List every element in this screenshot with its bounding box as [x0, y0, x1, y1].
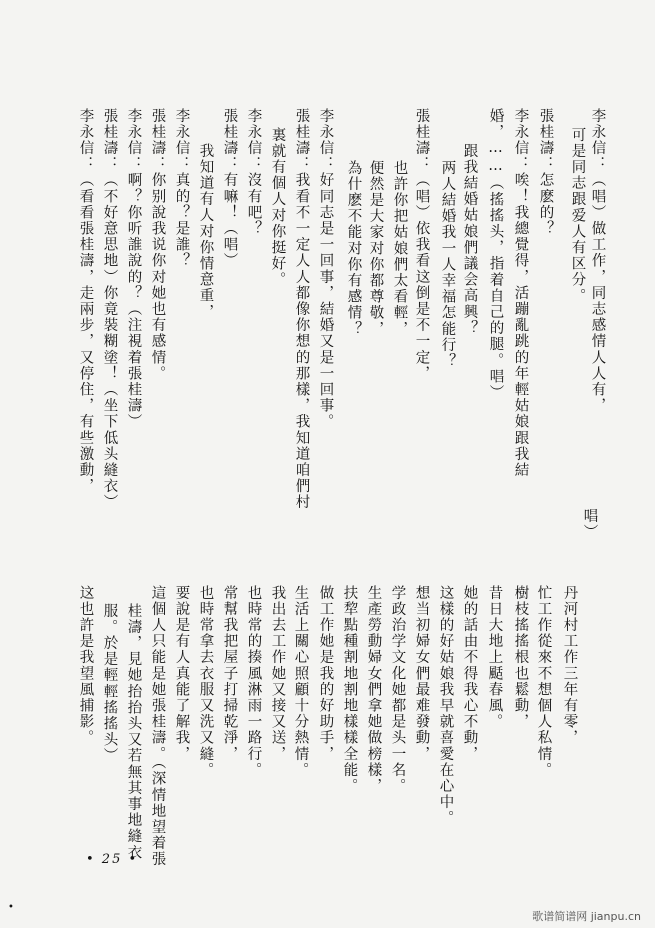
text-column-bottom-14: 也時常的揍風淋雨一路行。: [245, 585, 262, 779]
text-column-top-4: 李永信：唉！我總覺得，活蹦亂跳的年輕姑娘跟我結: [512, 108, 529, 479]
text-column-bottom-7: 想当初婦女們最难發動，: [413, 585, 430, 763]
text-column-top-16: 張桂濤：有嘛！（唱）: [221, 108, 238, 269]
text-column-bottom-2: 忙工作從來不想個人私情。: [535, 585, 552, 779]
text-column-top-12: 李永信：好同志是一回事，結婚又是一回事。: [317, 108, 334, 430]
text-column-bottom-12: 生活上關心照顧十分熱情。: [292, 585, 309, 779]
text-column-bottom-5: 她的話由不得我心不動，: [461, 585, 478, 763]
text-column-top-11: 為什麽不能对你有感情？: [345, 160, 362, 338]
text-column-bottom-8: 学政治学文化她都是头一名。: [389, 585, 406, 795]
text-column-top-6: 跟我結婚姑娘們議会高興？: [461, 143, 478, 337]
text-column-top-7: 两人結婚我一人幸福怎能行？: [439, 160, 456, 370]
text-column-top-3: 張桂濤：怎麽的？: [537, 108, 554, 237]
text-column-top-17: 我知道有人对你情意重，: [197, 143, 214, 321]
text-column-bottom-6: 这樣的好姑娘我早就喜愛在心中。: [437, 585, 454, 827]
text-column-top-13: 張桂濤：我看不一定人人都像你想的那樣，我知道咱們村: [293, 108, 310, 511]
text-column-top-1: 李永信：（唱）做工作，同志感情人人有，: [589, 108, 606, 414]
text-column-top-10: 便然是大家对你都尊敬，: [367, 160, 384, 338]
text-column-bottom-18: 這個人只能是她張桂濤。（深情地望着張: [149, 585, 166, 868]
text-column-bottom-13: 我出去工作她又接又送，: [269, 585, 286, 763]
watermark: 歌谱简谱网 jianpu.cn: [532, 910, 641, 923]
text-column-bottom-15: 常幫我把屋子打掃乾淨，: [221, 585, 238, 763]
text-column-top-8: 張桂濤：（唱）依我看这倒是不一定，: [413, 108, 430, 382]
text-column-bottom-19: 桂濤，見她抬抬头又若無其事地縫衣: [125, 603, 142, 861]
text-column-top-22: 李永信：（看看張桂濤，走兩步，又停住，有些激動，: [77, 108, 94, 495]
text-column-top-5: 婚，……（搖搖头，指着自己的腿。唱）: [487, 108, 504, 401]
text-column-bottom-20: 服。於是輕輕搖搖头）: [101, 603, 118, 764]
corner-mark: •: [8, 902, 14, 913]
text-column-top-2: 可是同志跟爱人有区分。: [569, 127, 586, 305]
text-column-bottom-3: 樹枝搖搖根也鬆動，: [512, 585, 529, 730]
text-column-bottom-21: 这也許是我望風捕影。: [77, 585, 94, 746]
text-column-top-21: 張桂濤：（不好意思地）你竟裝糊塗！（坐下低头縫衣）: [101, 108, 118, 511]
text-column-bottom-4: 昔日大地上颳春風。: [486, 585, 503, 730]
text-column-top-15: 李永信：沒有吧？: [245, 108, 262, 237]
text-column-bottom-17: 要說是有人真能了解我，: [173, 585, 190, 763]
text-column-top-14: 裏就有個人对你挺好。: [269, 127, 286, 288]
text-column-bottom-10: 扶犂點種割地割地樣樣全能。: [341, 585, 358, 795]
text-column-top-9: 也許你把姑娘們太看輕，: [391, 160, 408, 338]
text-column-top-20: 李永信：啊？你听誰說的？（注視着張桂濤）: [125, 108, 142, 430]
text-column-top-18: 李永信：真的？是誰？: [173, 108, 190, 269]
text-column-bottom-16: 也時常拿去衣服又洗又縫。: [197, 585, 214, 779]
page-number: • 25 •: [86, 852, 139, 867]
text-column-bottom-1: 丹河村工作三年有零，: [561, 585, 578, 746]
text-column-top-19: 張桂濤：你别說我说你对她也有感情。: [149, 108, 166, 382]
text-column-bottom-9: 生產勞動婦女們拿她做榜樣，: [365, 585, 382, 795]
text-column-bottom-11: 做工作她是我的好助手，: [317, 585, 334, 763]
text-column-fragment: 唱）: [581, 508, 598, 541]
